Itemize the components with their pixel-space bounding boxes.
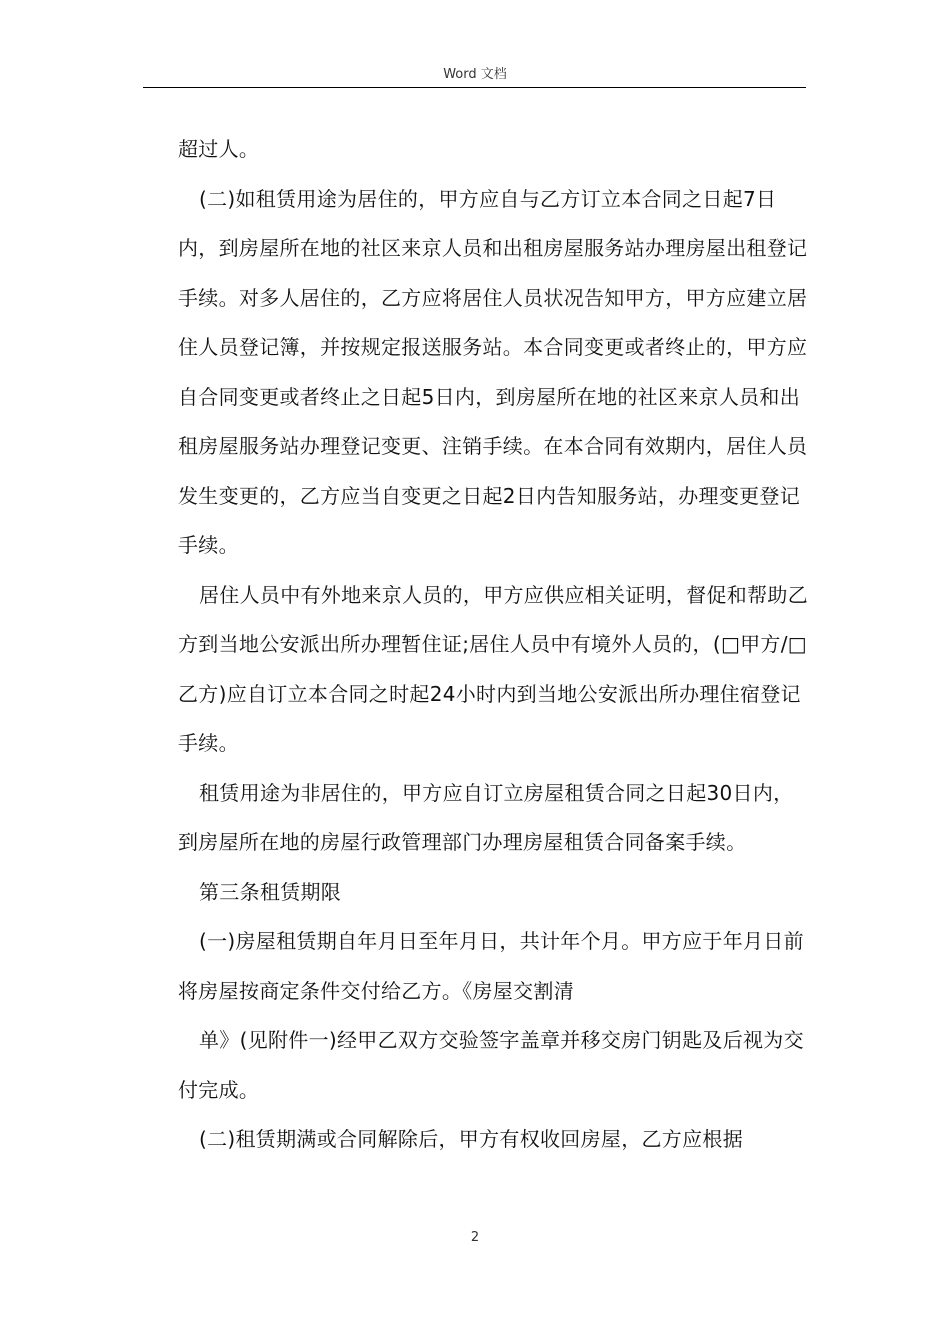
paragraph-3: 居住人员中有外地来京人员的，甲方应供应相关证明，督促和帮助乙方到当地公安派出所办理暂住证;居住人员中有境外人员的，(□甲方/□乙方)应自订立本合同之时起24小时内到当地公安派出所办理住宿登记手续。 — [178, 582, 808, 755]
paragraph-4: 租赁用途为非居住的，甲方应自订立房屋租赁合同之日起30日内，到房屋所在地的房屋行政管理部门办理房屋租赁合同备案手续。 — [178, 780, 794, 854]
page-header: Word 文档 — [443, 67, 507, 82]
paragraph-7: 单》(见附件一)经甲乙双方交验签字盖章并移交房门钥匙及后视为交付完成。 — [178, 1028, 804, 1102]
document-body — [178, 125, 808, 1165]
paragraph-8: (二)租赁期满或合同解除后，甲方有权收回房屋，乙方应根据 — [199, 1127, 744, 1151]
paragraph-6: (一)房屋租赁期自年月日至年月日，共计年个月。甲方应于年月日前将房屋按商定条件交付给乙方。《房屋交割清 — [178, 929, 804, 1003]
page-number: 2 — [470, 1230, 480, 1245]
paragraph-2: (二)如租赁用途为居住的，甲方应自与乙方订立本合同之日起7日内，到房屋所在地的社区来京人员和出租房屋服务站办理房屋出租登记手续。对多人居住的，乙方应将居住人员状况告知甲方，甲方应建立居住人员登记簿，并按规定报送服务站。本合同变更或者终止的，甲方应自合同变更或者终止之日起5日内，到房屋所在地的社区来京人员和出租房屋服务站办理登记变更、注销手续。在本合同有效期内，居住人员发生变更的，乙方应当自变更之日起2日内告知服务站，办理变更登记手续。 — [178, 186, 808, 557]
paragraph-1: 超过人。 — [178, 137, 260, 161]
header-divider — [143, 87, 806, 88]
section-heading-lease-term: 第三条租赁期限 — [199, 879, 342, 904]
